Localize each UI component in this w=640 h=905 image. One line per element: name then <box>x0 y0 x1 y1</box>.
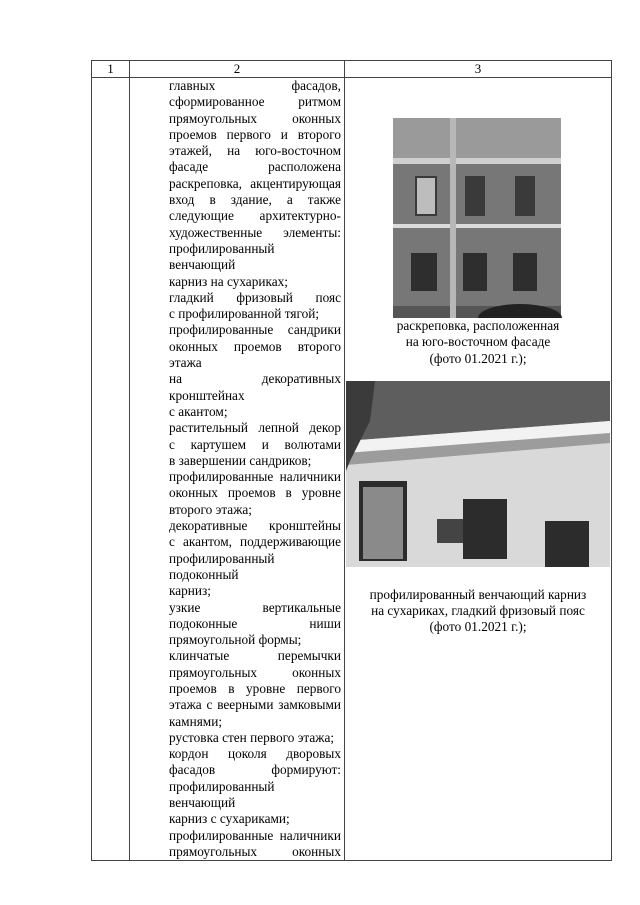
description-line: этажей, на юго-восточном <box>169 143 341 159</box>
description-line: клинчатые перемычки <box>169 648 341 664</box>
header-col-3: 3 <box>345 61 612 78</box>
header-col-2: 2 <box>130 61 345 78</box>
description-line: с профилированной тягой; <box>169 306 320 322</box>
caption-1-line-3: (фото 01.2021 г.); <box>429 350 527 366</box>
description-line: вход в здание, а также <box>169 192 341 208</box>
photo-raskrepovka <box>345 78 611 318</box>
description-line: прямоугольных оконных <box>169 110 341 126</box>
description-line: профилированный подоконный <box>169 550 275 582</box>
description-line: фасаде расположена <box>169 159 341 175</box>
document-table <box>91 60 612 861</box>
caption-1-line-1: раскреповка, расположенная <box>396 318 560 333</box>
description-line: художественные элементы: <box>169 224 341 240</box>
description-line: рустовка стен первого этажа; <box>169 729 335 745</box>
description-line: карниз на сухариках; <box>169 273 288 289</box>
content-row <box>92 78 612 861</box>
description-line: оконных проемов второго этажа <box>169 338 341 371</box>
description-line: кордон цоколя дворовых <box>169 746 341 762</box>
description-line: прямоугольных оконных <box>169 843 341 859</box>
description-line: профилированные наличники <box>169 827 341 843</box>
header-row <box>92 61 612 78</box>
description-line: проемов в уровне первого <box>169 680 341 696</box>
photo-cell <box>345 78 612 861</box>
photo-carniz <box>345 381 611 567</box>
description-line: карниз с сухариками; <box>169 811 290 827</box>
description-line: в завершении сандриков; <box>169 452 312 468</box>
caption-1-line-2: на юго-восточном фасаде <box>405 334 551 350</box>
description-line: с картушем и волютами <box>169 436 341 452</box>
description-line: этажа с веерными замковыми <box>169 697 341 713</box>
description-line: оконных проемов в уровне <box>169 485 341 501</box>
description-line: профилированные сандрики <box>169 322 341 338</box>
description-line: декоративные кронштейны <box>169 518 341 534</box>
description-line: раскреповка, акцентирующая <box>169 175 341 191</box>
description-line: второго этажа; <box>169 501 252 517</box>
description-line: профилированный венчающий <box>169 778 275 811</box>
description-line: профилированный венчающий <box>169 240 275 273</box>
description-line: с акантом, поддерживающие <box>169 534 341 550</box>
description-line: прямоугольных оконных <box>169 664 341 680</box>
photo-caption-1 <box>345 318 611 367</box>
description-line: сформированное ритмом <box>169 94 341 110</box>
description-line: на декоративных кронштейнах <box>169 371 341 403</box>
description-cell <box>130 78 345 861</box>
description-line: профилированные наличники <box>169 469 341 485</box>
caption-2-line-2: на сухариках, гладкий фризовый пояс <box>371 603 585 619</box>
description-line: следующие архитектурно- <box>169 208 341 224</box>
description-line: карниз; <box>169 583 211 599</box>
description-line: фасадов формируют: <box>169 762 341 778</box>
description-line: проемов первого и второго <box>169 126 341 142</box>
description-text <box>169 78 341 860</box>
number-cell <box>92 78 130 861</box>
description-line: узкие вертикальные <box>169 599 341 615</box>
description-line: с акантом; <box>169 403 228 419</box>
description-line: главных фасадов, <box>169 78 341 93</box>
description-line: прямоугольной формы; <box>169 632 302 648</box>
description-line: гладкий фризовый пояс <box>169 289 341 305</box>
description-line: растительный лепной декор <box>169 420 341 436</box>
description-line: камнями; <box>169 713 223 729</box>
caption-2-line-1: профилированный венчающий карниз <box>369 586 587 602</box>
description-line: подоконные ниши <box>169 615 341 631</box>
caption-2-line-3: (фото 01.2021 г.); <box>429 619 527 635</box>
photo-caption-2 <box>345 587 611 636</box>
header-col-1: 1 <box>92 61 130 78</box>
